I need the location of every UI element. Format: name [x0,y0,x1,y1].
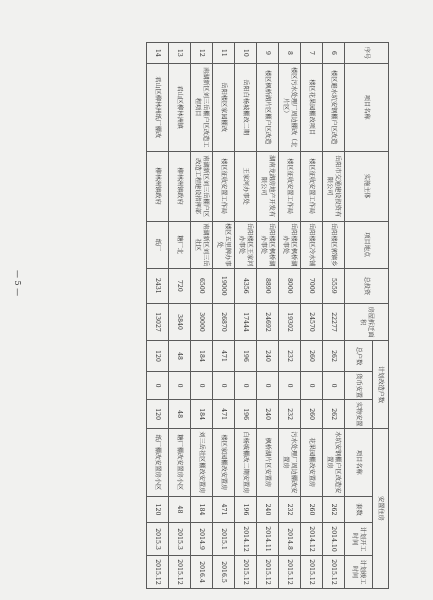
cell-total: 48 [169,341,191,372]
cell-total: 120 [147,341,169,372]
cell-finish: 2015.12 [169,556,191,589]
cell-finish: 2015.12 [301,556,323,589]
cell-proj: 糖厂棚改安置房小区 [169,428,191,496]
cell-money: 0 [213,371,235,400]
header-total: 总户数 [345,341,373,372]
header-units: 套数 [345,496,373,522]
cell-location: 岳阳楼区冷水铺 [301,221,323,268]
cell-demolish: 26870 [213,303,235,340]
header-entity: 实施主体 [345,151,389,221]
cell-proj: 花果园棚改安置房 [301,428,323,496]
cell-proj: 污水处理厂周边棚改安置房 [279,428,301,496]
cell-demolish: 17444 [235,303,257,340]
cell-total: 260 [301,341,323,372]
cell-start: 2015.3 [147,523,169,556]
cell-no: 7 [301,43,323,64]
cell-total: 240 [257,341,279,372]
cell-name: 君山区柳林洲纸厂棚改 [147,63,169,151]
cell-total: 232 [279,341,301,372]
table-row [213,43,235,589]
cell-no: 10 [235,43,257,64]
cell-investment: 5559 [323,268,345,303]
cell-finish: 2016.4 [191,556,213,589]
cell-investment: 2431 [147,268,169,303]
cell-finish: 2015.12 [257,556,279,589]
cell-proj: 枫桥湖片区安置房 [257,428,279,496]
cell-entity: 楼区征收安置工作局 [213,151,235,221]
header-row-1 [373,43,389,589]
cell-name: 南湖新区刘三岳棚户区改造工程项目 [191,63,213,151]
cell-name: 君山区柳林洲镇 [169,63,191,151]
header-start: 计划开工时间 [345,523,373,556]
cell-demolish: 22277 [323,303,345,340]
cell-money: 0 [301,371,323,400]
cell-demolish: 30000 [191,303,213,340]
cell-location: 纸厂 [147,221,169,268]
cell-no: 12 [191,43,213,64]
cell-start: 2014.11 [257,523,279,556]
table-body [147,43,345,589]
table-row [323,43,345,589]
cell-start: 2014.12 [301,523,323,556]
table-row [301,43,323,589]
cell-entity: 王家河办事处 [235,151,257,221]
cell-name: 楼区避水坑安钢棚户区改造 [323,63,345,151]
cell-no: 8 [279,43,301,64]
cell-physical: 196 [235,400,257,429]
cell-location: 南湖新区刘三岳社区 [191,221,213,268]
cell-investment: 4356 [235,268,257,303]
cell-location: 岳阳楼区枫桥湖办事处 [257,221,279,268]
table-row [147,43,169,589]
header-name: 项目名称 [345,63,389,151]
table-row [191,43,213,589]
cell-start: 2014.9 [191,523,213,556]
cell-name: 楼区花果园棚改项目 [301,63,323,151]
cell-no: 14 [147,43,169,64]
cell-units: 262 [323,496,345,522]
cell-no: 9 [257,43,279,64]
cell-start: 2014.12 [235,523,257,556]
cell-proj: 水坑安钢棚户区改造安置房 [323,428,345,496]
cell-investment: 6500 [191,268,213,303]
cell-investment: 19000 [213,268,235,303]
cell-total: 184 [191,341,213,372]
cell-total: 196 [235,341,257,372]
cell-entity: 湖南龙湖房地产开发有限公司 [257,151,279,221]
cell-location: 楼区五里牌办事处 [213,221,235,268]
cell-location: 糖厂北 [169,221,191,268]
cell-units: 240 [257,496,279,522]
cell-finish: 2015.12 [147,556,169,589]
header-no: 序号 [345,43,389,64]
cell-units: 184 [191,496,213,522]
cell-start: 2014.8 [279,523,301,556]
cell-start: 2014.10 [323,523,345,556]
table-row [235,43,257,589]
header-resettle: 安置住房 [373,428,389,588]
cell-proj: 纸厂棚改安置房小区 [147,428,169,496]
cell-proj: 刘三岳社区棚改安置房 [191,428,213,496]
cell-units: 48 [169,496,191,522]
cell-investment: 8000 [279,268,301,303]
cell-units: 196 [235,496,257,522]
cell-name: 岳阳楼区家园棚改 [213,63,235,151]
header-location: 项目地点 [345,221,389,268]
cell-units: 120 [147,496,169,522]
cell-physical: 262 [323,400,345,429]
cell-location: 岳阳楼区王家河办事处 [235,221,257,268]
cell-money: 0 [147,371,169,400]
cell-physical: 120 [147,400,169,429]
table-row [169,43,191,589]
cell-money: 0 [323,371,345,400]
cell-physical: 471 [213,400,235,429]
cell-entity: 柳林洲镇政府 [169,151,191,221]
project-table [146,42,389,589]
cell-investment: 720 [169,268,191,303]
cell-money: 0 [169,371,191,400]
cell-demolish: 13027 [147,303,169,340]
page-number: — 5 — [13,270,22,297]
cell-no: 6 [323,43,345,64]
cell-entity: 南湖新区刘三岳棚户区改造工程建设指挥部 [191,151,213,221]
cell-physical: 48 [169,400,191,429]
cell-investment: 8890 [257,268,279,303]
cell-total: 471 [213,341,235,372]
header-investment: 总投资 [345,268,389,303]
cell-entity: 岳阳市交通建设投资有限公司 [323,151,345,221]
cell-units: 260 [301,496,323,522]
cell-demolish: 24692 [257,303,279,340]
cell-finish: 2015.12 [323,556,345,589]
cell-total: 262 [323,341,345,372]
cell-proj: 楼区家园棚改安置房 [213,428,235,496]
header-money: 货币安置 [345,371,373,400]
cell-units: 471 [213,496,235,522]
header-demolish: 房屋拆迁面积 [345,303,389,340]
cell-physical: 184 [191,400,213,429]
cell-start: 2015.1 [213,523,235,556]
cell-location: 岳阳楼区枫桥湖办事处 [279,221,301,268]
cell-physical: 240 [257,400,279,429]
cell-entity: 楼区征收安置工作局 [279,151,301,221]
cell-entity: 楼区征收安置工作局 [301,151,323,221]
table-row [257,43,279,589]
cell-finish: 2015.12 [279,556,301,589]
cell-money: 0 [191,371,213,400]
cell-demolish: 24570 [301,303,323,340]
cell-name: 楼区枫桥湖片区棚户区改造 [257,63,279,151]
header-proj: 项目名称 [345,428,373,496]
cell-money: 0 [235,371,257,400]
cell-demolish: 3840 [169,303,191,340]
cell-investment: 7000 [301,268,323,303]
table-row [279,43,301,589]
cell-no: 13 [169,43,191,64]
cell-no: 11 [213,43,235,64]
cell-finish: 2015.12 [235,556,257,589]
cell-demolish: 19302 [279,303,301,340]
cell-finish: 2016.5 [213,556,235,589]
cell-physical: 260 [301,400,323,429]
cell-entity: 柳林洲镇政府 [147,151,169,221]
cell-location: 岳阳楼区郭镇乡 [323,221,345,268]
cell-physical: 232 [279,400,301,429]
header-finish: 计划竣工时间 [345,556,373,589]
cell-units: 232 [279,496,301,522]
header-plan: 计划改造户数 [373,341,389,429]
cell-name: 楼区污水处理厂周边棚改（北片区） [279,63,301,151]
cell-proj: 白杨坡棚改二期安置房 [235,428,257,496]
cell-money: 0 [279,371,301,400]
cell-start: 2015.3 [169,523,191,556]
header-physical: 实物安置 [345,400,373,429]
cell-money: 0 [257,371,279,400]
cell-name: 岳阳白杨坡棚改二期 [235,63,257,151]
